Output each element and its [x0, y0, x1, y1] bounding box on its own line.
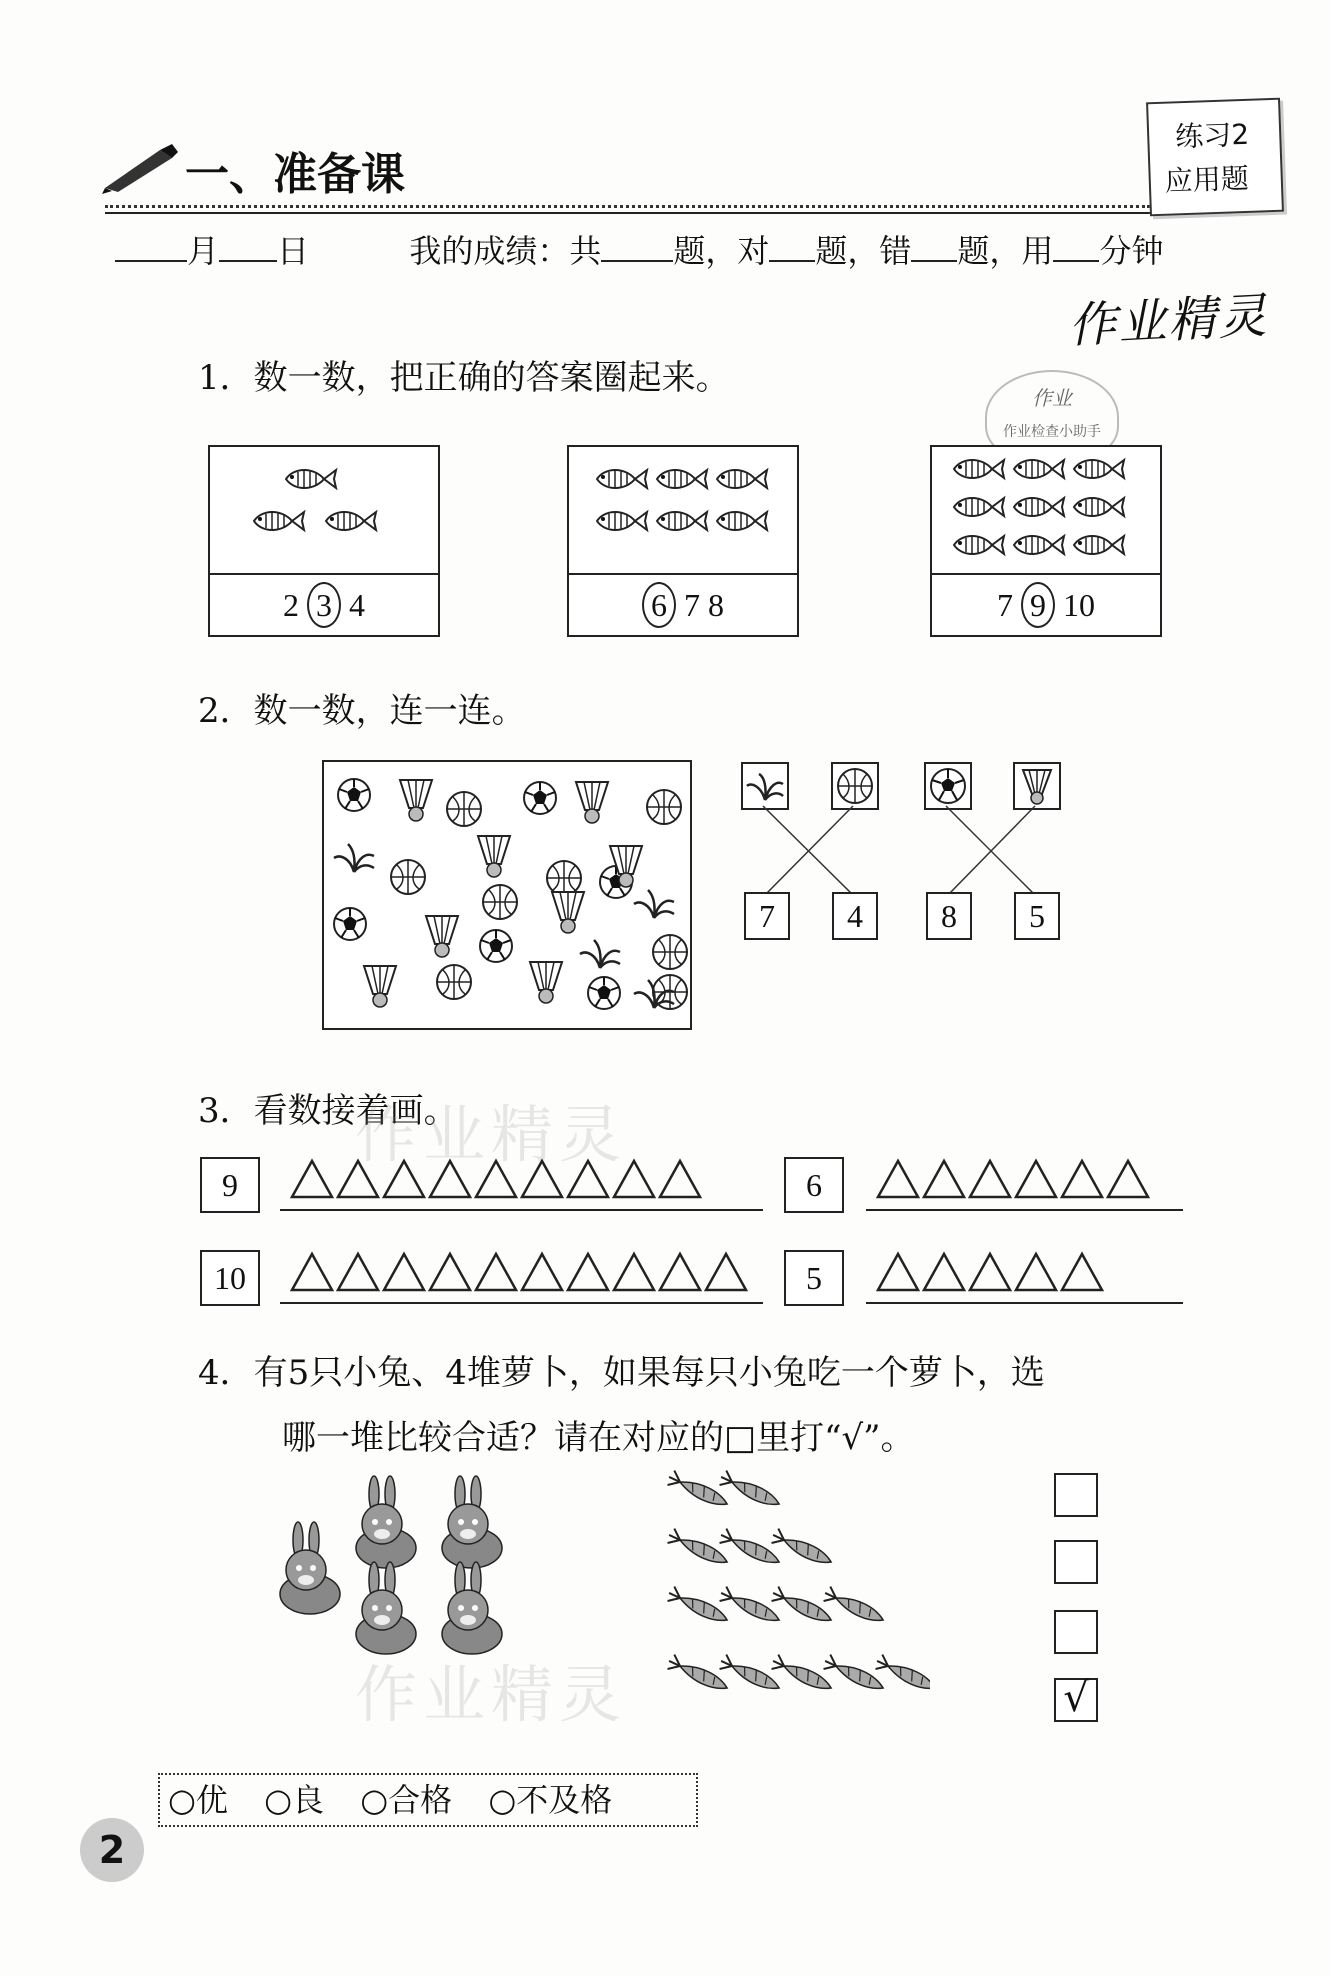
triangle-row: [288, 1153, 761, 1203]
answer-option-circled[interactable]: 3: [307, 582, 341, 628]
triangle-mark: [384, 1161, 424, 1197]
grade-excellent[interactable]: ○优: [168, 1781, 228, 1819]
triangle-mark: [568, 1161, 608, 1197]
triangle-mark: [1016, 1161, 1056, 1197]
triangle-mark: [970, 1161, 1010, 1197]
q2-title: 2．数一数，连一连。: [198, 691, 526, 731]
carrot-icon: [718, 1528, 783, 1570]
triangle-mark: [706, 1254, 746, 1290]
stamp-top-text: 作业: [1032, 386, 1072, 410]
triangle-mark: [1062, 1254, 1102, 1290]
carrot-icon: [666, 1528, 731, 1570]
carrot-icon: [822, 1586, 887, 1628]
answer-option[interactable]: 10: [1063, 587, 1095, 623]
q3-number-box: 6: [784, 1157, 844, 1213]
carrot-icon: [822, 1654, 887, 1696]
carrot-icon: [718, 1470, 783, 1512]
triangle-mark: [924, 1161, 964, 1197]
triangle-mark: [1062, 1161, 1102, 1197]
handwritten-brand: 作业精灵: [1067, 289, 1270, 354]
rabbit-group: [272, 1470, 532, 1660]
month-label: 月: [187, 232, 220, 270]
grade-good[interactable]: ○良: [264, 1781, 325, 1819]
triangle-mark: [1108, 1161, 1148, 1197]
watermark: 作业精灵: [355, 1102, 628, 1170]
check-mark: √: [1063, 1675, 1089, 1721]
rabbit-icon: [442, 1476, 502, 1568]
match-number-5[interactable]: 5: [1014, 892, 1060, 940]
triangle-mark: [614, 1161, 654, 1197]
triangle-mark: [878, 1254, 918, 1290]
answer-option[interactable]: 7: [684, 587, 700, 623]
watermark-2: 作业精灵: [355, 1662, 628, 1730]
triangle-mark: [924, 1254, 964, 1290]
triangle-mark: [614, 1254, 654, 1290]
triangle-mark: [878, 1161, 918, 1197]
triangle-mark: [660, 1161, 700, 1197]
triangle-mark: [430, 1161, 470, 1197]
triangle-row: [288, 1246, 761, 1296]
answer-option[interactable]: 2: [283, 587, 299, 623]
answer-option-circled[interactable]: 9: [1021, 582, 1055, 628]
carrot-choice-checkbox[interactable]: [1054, 1675, 1098, 1722]
q3-number-box: 5: [784, 1250, 844, 1306]
rabbit-icon: [356, 1562, 416, 1654]
carrot-icon: [770, 1528, 835, 1570]
carrot-icon: [666, 1654, 731, 1696]
time-label: 题，用: [957, 232, 1054, 270]
q3-draw-line[interactable]: [280, 1209, 763, 1211]
triangle-mark: [660, 1254, 700, 1290]
q1-title: 1．数一数，把正确的答案圈起来。: [198, 358, 730, 398]
rabbit-icon: [442, 1562, 502, 1654]
q4-title-line1: 4．有5只小兔、4堆萝卜，如果每只小兔吃一个萝卜，选: [198, 1353, 1045, 1393]
match-number-4[interactable]: 4: [832, 892, 878, 940]
day-label: 日: [277, 232, 310, 270]
triangle-mark: [292, 1161, 332, 1197]
carrot-choice-checkbox[interactable]: [1054, 1473, 1098, 1517]
q3-number-box: 9: [200, 1157, 260, 1213]
stamp-text: 作业检查小助手: [1003, 424, 1101, 440]
match-number-7[interactable]: 7: [744, 892, 790, 940]
triangle-mark: [1016, 1254, 1056, 1290]
triangle-mark: [476, 1254, 516, 1290]
page-number-badge: [80, 1818, 144, 1882]
carrot-icon: [770, 1586, 835, 1628]
wrong-label: 题，错: [815, 232, 912, 270]
triangle-row: [874, 1153, 1181, 1203]
grade-pass[interactable]: ○合格: [360, 1781, 453, 1819]
carrot-choice-checkbox[interactable]: [1054, 1540, 1098, 1584]
triangle-mark: [338, 1254, 378, 1290]
triangle-mark: [292, 1254, 332, 1290]
carrot-choice-checkbox[interactable]: [1054, 1610, 1098, 1654]
q3-title: 3．看数接着画。: [198, 1091, 458, 1131]
triangle-mark: [522, 1161, 562, 1197]
q3-draw-line[interactable]: [280, 1302, 763, 1304]
exercise-tag-line1: 练习2: [1174, 117, 1250, 154]
q4-title-line2: 哪一堆比较合适？请在对应的□里打“√”。: [282, 1418, 915, 1458]
answer-option[interactable]: 4: [349, 587, 365, 623]
correct-label: 题，对: [673, 232, 770, 270]
carrot-icon: [718, 1654, 783, 1696]
page-number: 2: [98, 1828, 126, 1872]
exercise-tag-line2: 应用题: [1164, 161, 1250, 198]
grade-options: [158, 1773, 698, 1827]
q3-draw-line[interactable]: [866, 1209, 1183, 1211]
answer-option[interactable]: 8: [708, 587, 724, 623]
q3-number-box: 10: [200, 1250, 260, 1306]
minute-label: 分钟: [1099, 232, 1164, 270]
triangle-mark: [384, 1254, 424, 1290]
carrot-icon: [718, 1586, 783, 1628]
carrot-icon: [666, 1586, 731, 1628]
carrot-icon: [770, 1654, 835, 1696]
grade-fail[interactable]: ○不及格: [488, 1781, 613, 1819]
rabbit-icon: [356, 1476, 416, 1568]
triangle-mark: [522, 1254, 562, 1290]
rabbit-icon: [280, 1522, 340, 1614]
answer-option-circled[interactable]: 6: [642, 582, 676, 628]
score-label: 我的成绩：共: [409, 232, 602, 270]
carrot-icon: [666, 1470, 731, 1512]
section-title: 一、准备课: [185, 149, 405, 200]
carrot-group: [640, 1460, 930, 1725]
triangle-mark: [476, 1161, 516, 1197]
q3-draw-line[interactable]: [866, 1302, 1183, 1304]
triangle-mark: [338, 1161, 378, 1197]
triangle-row: [874, 1246, 1181, 1296]
match-number-8[interactable]: 8: [926, 892, 972, 940]
carrot-icon: [874, 1654, 930, 1696]
triangle-mark: [568, 1254, 608, 1290]
triangle-mark: [970, 1254, 1010, 1290]
answer-option[interactable]: 7: [997, 587, 1013, 623]
triangle-mark: [430, 1254, 470, 1290]
